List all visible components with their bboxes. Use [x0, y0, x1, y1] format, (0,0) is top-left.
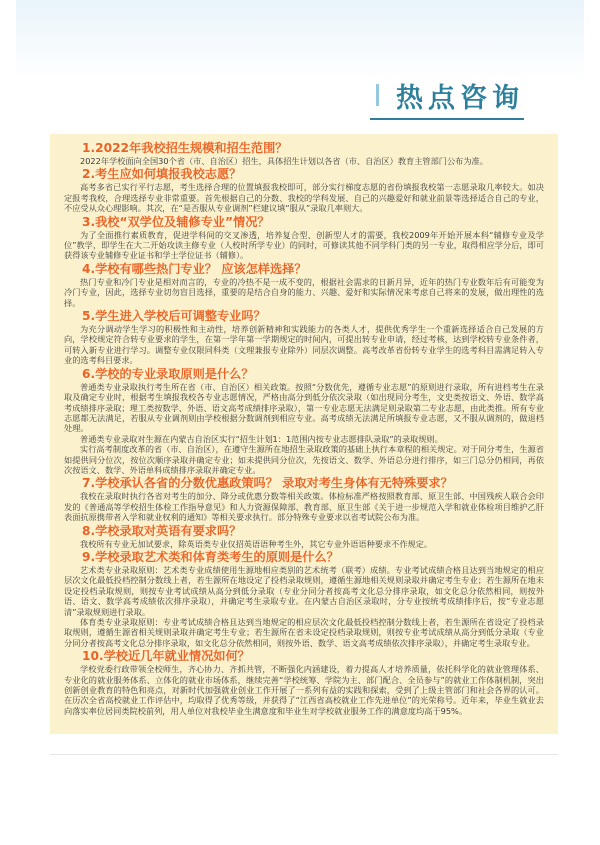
faq-answer: 艺术类专业录取原则：艺术类专业成绩使用生源地相应类别的艺术统考（联考）成绩。专业考试成绩合格且达到当地规定的相应层次文化最低投档控制分数线上者，若生源所在地设定了投档录取规则，遵循生源地相关规则录取并确定考生专业；若生源所在地未设定投档录取规则，则按专业考试成绩从高分到低分录取（专业分同分者按高考文化总分排序录取，如文化总分依然相同，则按外语、语文、数学高考成绩依次排序录取），并确定考生录取专业。在内蒙古自治区录取时，分专业按统考成绩排序后，按“专业志愿清”录取规则进行录取。 — [64, 564, 544, 617]
faq-item-7 — [64, 476, 544, 522]
faq-item-2 — [64, 167, 544, 213]
faq-item-10 — [64, 649, 544, 716]
faq-answer: 我校所有专业无加试要求，除英语类专业仅招英语语种考生外，其它专业外语语种要求不作规定。 — [80, 538, 433, 549]
faq-question: 1.2022年我校招生规模和招生范围？ — [82, 141, 288, 155]
faq-answer: 为充分调动学生学习的积极性和主动性，培养创新精神和实践能力的各类人才，提供优秀学生一个重新选择适合自己发展的方向，学校规定符合转专业要求的学生，在第一学年第一学期规定的时间内，可提出转专业申请，经过考核，达到学校转专业条件者，可转入新专业进行学习。调整专业仅限同科类（文理兼报专业除外）同层次调整。高考改革省份转专业学生的选考科目需满足转入专业的选考科目要求。 — [64, 324, 544, 366]
faq-answer: 实行高考制度改革的省（市、自治区），在遵守生源所在地招生录取政策的基础上执行本章程的相关规定。对于同分考生，生源省如提供同分位次，按位次顺序录取并确定专业；如未提供同分位次，先按语文、数学、外语总分进行排序，如三门总分仍相同，再依次按语文、数学、外语单科成绩排序录取并确定专业。 — [64, 444, 544, 475]
faq-question: 9.学校录取艺术类和体育类考生的原则是什么？ — [82, 549, 339, 564]
faq-item-9 — [64, 550, 544, 648]
faq-answer: 高考多省已实行平行志愿，考生选择合理的位置填报我校即可，部分实行梯度志愿的省份填报我校第一志愿录取几率较大。如决定报考我校，合理选择专业非常重要。首先根据自己的分数、我校的学科发展、自己的兴趣爱好和就业前景等选择适合自己的专业，不应受从众心理影响。其次，在“是否服从专业调剂”栏建议填“服从”录取几率则大。 — [64, 182, 544, 214]
panel-bottom-rule — [50, 754, 558, 755]
faq-answer: 学校党委行政带领全校师生，齐心协力、齐抓共管，不断强化内涵建设，着力提高人才培养质量，依托科学化的就业管理体系、专业化的就业服务体系、立体化的就业市场体系，继续完善“学校统筹、学院为主、部门配合、全员参与”的就业工作体制机制，突出创新创业教育的特色和亮点，对新时代加强就业创业工作开展了一系列有益的实践和探索，受到了上级主管部门和社会各界的认可。在历次全省高校就业工作评估中，均取得了优秀等级，并获得了“江西省高校就业工作先进单位”的光荣称号。近年来，毕业生就业去向落实率位居同类院校前列，用人单位对我校毕业生满意度和毕业生对学校就业服务工作的满意度均高于95%。 — [64, 664, 544, 716]
faq-question: 3.我校“双学位及辅修专业”情况？ — [82, 214, 270, 229]
faq-answer: 热门专业和冷门专业是相对而言的，专业的冷热不是一成不变的，根据社会需求的日新月异，近年的热门专业数年后有可能变为冷门专业，因此，选择专业切勿盲目选择，重要的是结合自身的能力、兴趣、爱好和实际情况来考虑自己将来的发展，做出理性的选择。 — [64, 276, 544, 308]
faq-question: 7.学校承认各省的分数优惠政策吗？ 录取对考生身体有无特殊要求？ — [82, 476, 453, 491]
faq-answer: 我校在录取时执行各省对考生的加分、降分或优惠分数等相关政策。体检标准严格按照教育部、原卫生部、中国残疾人联合会印发的《普通高等学校招生体检工作指导意见》和人力资源保障部、教育部、原卫生部《关于进一步规范入学和就业体检项目维护乙肝表面抗原携带者入学和就业权利的通知》等相关要求执行。部分特殊专业要求以省考试院公布为准。 — [64, 491, 544, 523]
faq-question: 2.考生应如何填报我校志愿？ — [82, 167, 242, 182]
faq-question: 10.学校近几年就业情况如何？ — [82, 649, 250, 664]
faq-answer: 普通类专业录取对生源在内蒙古自治区实行“招生计划1：1范围内按专业志愿排队录取”的录取规则。 — [80, 433, 443, 444]
faq-answer: 2022年学校面向全国30个省（市、自治区）招生，具体招生计划以各省（市、自治区）教育主管部门公布为准。 — [80, 156, 488, 166]
faq-item-4 — [64, 262, 544, 308]
faq-item-3 — [64, 215, 544, 261]
page-footer — [0, 830, 600, 845]
faq-question: 4.学校有哪些热门专业？ 应该怎样选择？ — [82, 261, 307, 276]
faq-content — [64, 140, 544, 716]
title-underline — [370, 118, 524, 120]
faq-question: 8.学校录取对英语有要求吗？ — [82, 523, 242, 538]
right-margin — [584, 0, 600, 845]
title-decoration — [376, 84, 393, 106]
faq-question: 6.学校的专业录取原则是什么？ — [82, 366, 254, 381]
page-title: 热点咨询 — [396, 83, 524, 114]
left-margin — [0, 0, 16, 845]
faq-item-5 — [64, 309, 544, 366]
faq-answer: 体育类专业录取原则：专业考试成绩合格且达到当地规定的相应层次文化最低投档控制分数线上者，若生源所在省设定了投档录取规则，遵循生源省相关规则录取并确定考生专业；若生源所在省未设定投档录取规则，则按专业考试成绩从高分到低分录取（专业分同分者按高考文化总分排序录取，如文化总分依然相同，则按外语、数学、语文高考成绩依次排序录取），并确定考生录取专业。 — [64, 617, 544, 648]
header — [370, 68, 570, 128]
faq-question: 5.学生进入学校后可调整专业吗？ — [82, 309, 266, 324]
faq-item-1 — [64, 141, 544, 166]
faq-item-6 — [64, 367, 544, 476]
faq-answer: 普通类专业录取执行考生所在省（市、自治区）相关政策。按照“分数优先，遵循专业志愿”的原则进行录取，所有进档考生在录取及确定专业时，根据考生填报我校各专业志愿情况，严格由高分到低分依次录取（如出现同分考生，文史类按语文、外语、数学高考成绩排序录取；理工类按数学、外语、语文高考成绩排序录取），第一专业志愿无法满足则录取第二专业志愿，由此类推。所有专业志愿都无法满足，若服从专业调剂则由学校根据分数调剂到相应专业。高考成绩无法满足所填报专业志愿，又不服从调剂的，做退档处理。 — [64, 381, 544, 434]
faq-item-8 — [64, 524, 544, 549]
faq-answer: 为了全面推行素质教育，促进学科间的交叉渗透，培养复合型、创新型人才的需要，我校2009年开始开展本科“辅修专业及学位”教学，即学生在大二开始攻读主修专业（人校时所学专业）的同时，可修读其他不同学科门类的另一专业，取得相应学分后，即可获得该专业辅修专业证书和学士学位证书（辅修）。 — [64, 229, 544, 261]
